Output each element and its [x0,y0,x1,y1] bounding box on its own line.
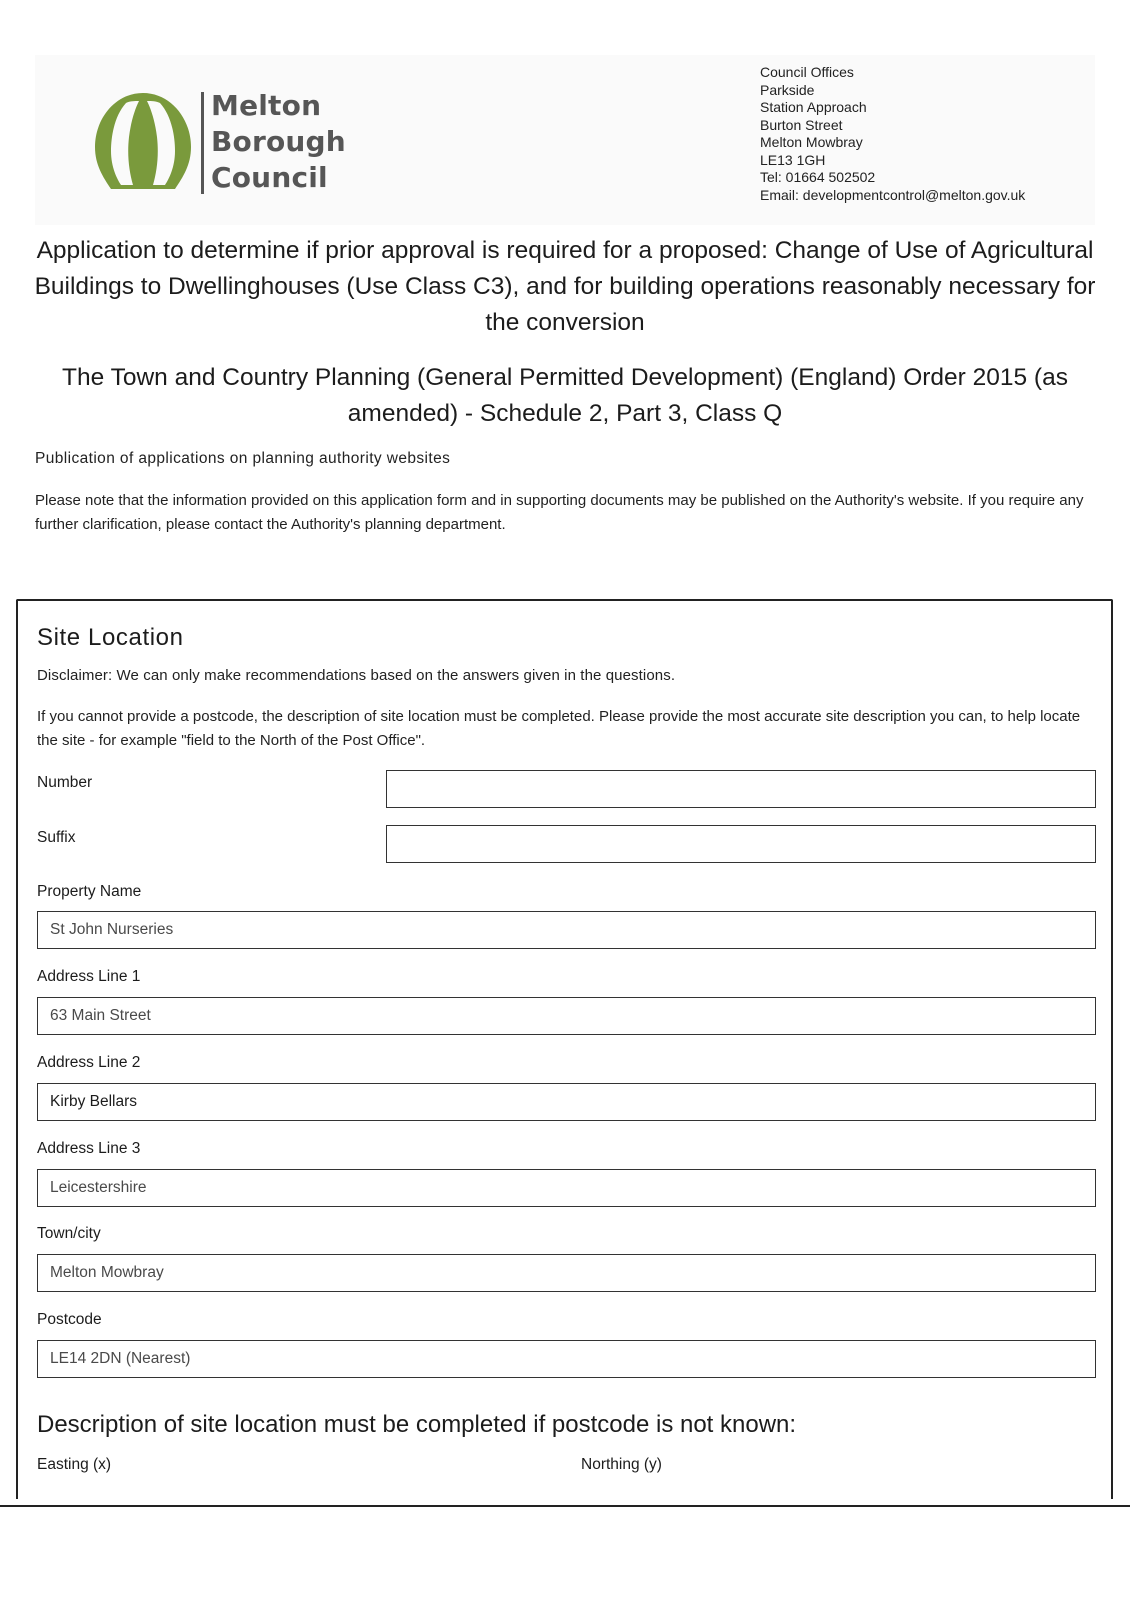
site-description-heading: Description of site location must be completed if postcode is not known: [37,1411,797,1438]
address-line-3-label: Address Line 3 [37,1140,141,1157]
postcode-field[interactable]: LE14 2DN (Nearest) [37,1340,1096,1378]
site-location-disclaimer: Disclaimer: We can only make recommendations based on the answers given in the questions. [37,667,676,684]
page-bottom-rule [0,1505,1130,1507]
document-subtitle: The Town and Country Planning (General Permitted Development) (England) Order 2015 (as amended) - Schedule 2, Part 3, Class Q [62,364,1068,427]
council-address [760,64,1025,204]
easting-label: Easting (x) [37,1456,112,1473]
address-line: Burton Street [760,116,843,133]
suffix-label: Suffix [37,829,76,846]
address-line: Station Approach [760,99,867,115]
property-name-label: Property Name [37,883,142,900]
address-line: Parkside [760,81,815,98]
address-line: Council Offices [760,64,854,80]
publication-heading: Publication of applications on planning authority websites [35,450,451,467]
postcode-label: Postcode [37,1311,102,1328]
logo-line-1: Melton [211,89,322,122]
address-email: Email: developmentcontrol@melton.gov.uk [760,186,1026,203]
site-location-instruction: If you cannot provide a postcode, the description of site location must be completed. Please provide the most accurate site description you can, to help locate the site - for example "field to the North of the Post Office". [37,708,1081,749]
publication-notice: Please note that the information provided on this application form and in supporting documents may be published on the Authority's website. If you require any further clarification, please contact the Authority's planning department. [35,492,1084,533]
address-line-3-field[interactable]: Leicestershire [37,1169,1096,1207]
address-line: Melton Mowbray [760,134,863,150]
logo-divider [201,92,204,194]
address-line-1-label: Address Line 1 [37,968,141,985]
council-logo [93,88,346,198]
number-field[interactable] [386,770,1096,808]
document-title: Application to determine if prior approval is required for a proposed: Change of Use of Agricultural Buildings to Dwellinghouses (Use Class C3), and for building operations reasonably necessary for the conversion [34,237,1096,336]
address-line: LE13 1GH [760,151,826,168]
number-label: Number [37,774,93,791]
site-location-title: Site Location [37,624,184,651]
town-city-label: Town/city [37,1225,101,1242]
address-line-1-field[interactable]: 63 Main Street [37,997,1096,1035]
address-line-2-field[interactable]: Kirby Bellars [37,1083,1096,1121]
address-phone: Tel: 01664 502502 [760,169,876,185]
address-line-2-label: Address Line 2 [37,1054,141,1071]
council-logo-mark-icon [93,91,193,191]
northing-label: Northing (y) [581,1456,662,1473]
logo-line-3: Council [211,161,328,194]
suffix-field[interactable] [386,825,1096,863]
town-city-field[interactable]: Melton Mowbray [37,1254,1096,1292]
logo-line-2: Borough [211,125,346,158]
council-logo-text [211,88,346,196]
property-name-field[interactable]: St John Nurseries [37,911,1096,949]
